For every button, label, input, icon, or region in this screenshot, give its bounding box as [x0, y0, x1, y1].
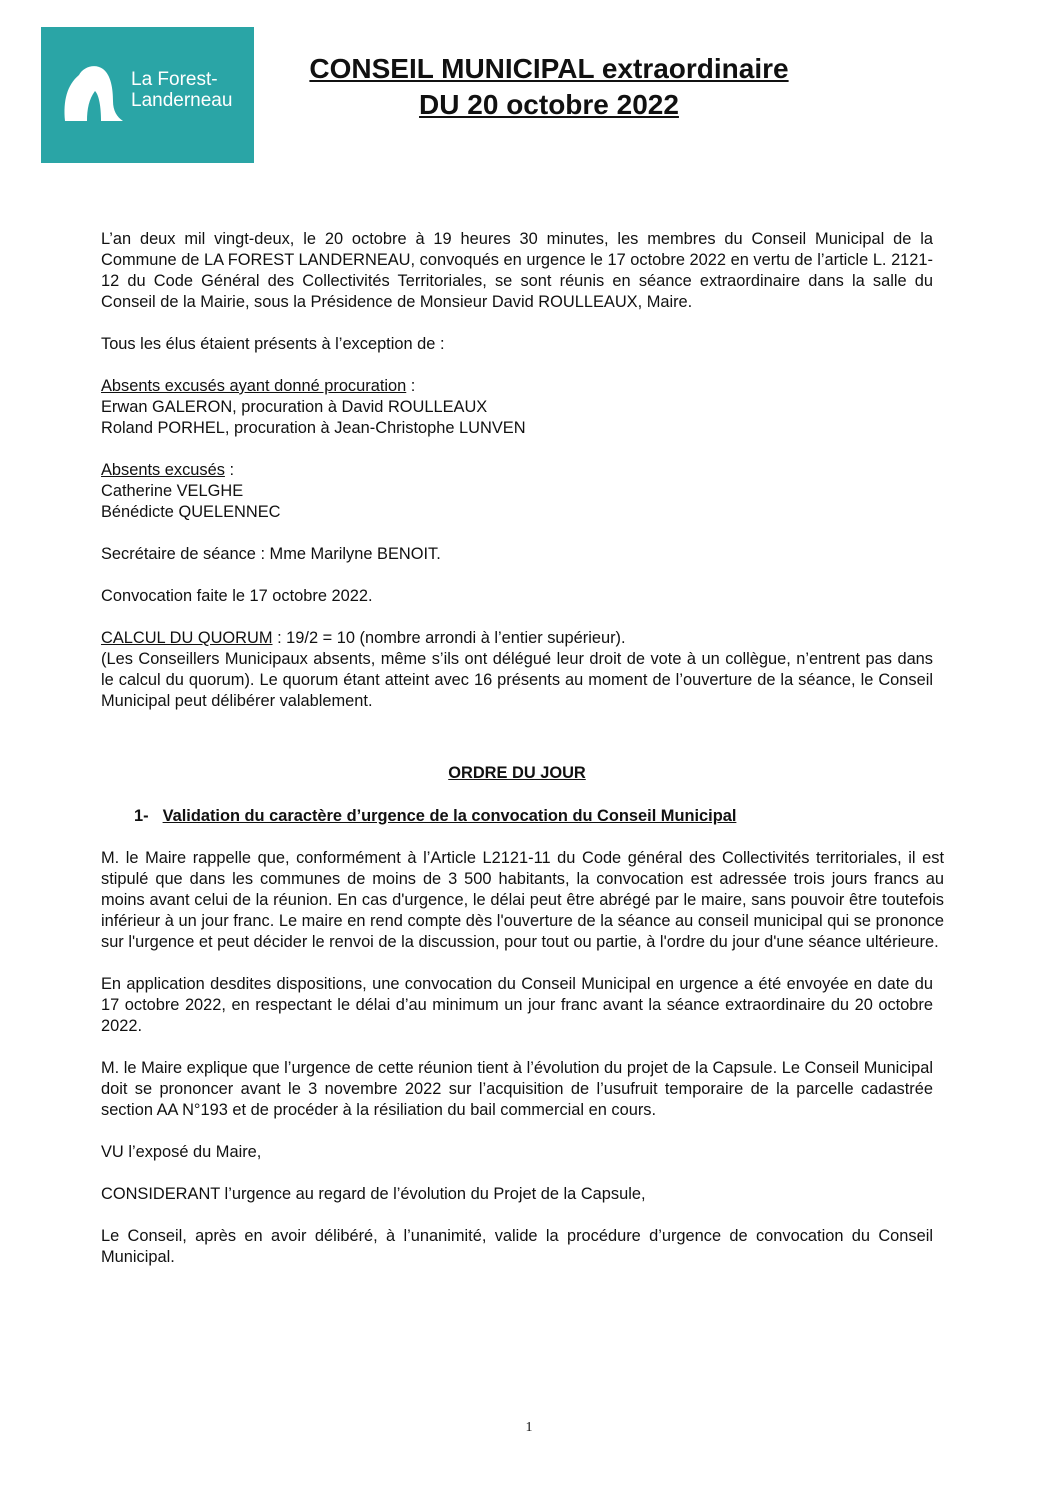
section-1-paragraph-6: Le Conseil, après en avoir délibéré, à l’unanimité, valide la procédure d’urgence de convocation du Conseil Municipal. [101, 1227, 933, 1266]
logo-line-2: Landerneau [131, 90, 233, 111]
section-1-paragraph-5: CONSIDERANT l’urgence au regard de l’évolution du Projet de la Capsule, [101, 1185, 646, 1203]
quorum-block [101, 628, 933, 712]
section-1-title: Validation du caractère d’urgence de la convocation du Conseil Municipal [162, 807, 737, 825]
proxies-suffix: : [406, 377, 416, 395]
commune-logo [41, 27, 254, 163]
section-1-paragraph-2: En application desdites dispositions, une convocation du Conseil Municipal en urgence a été envoyée en date du 17 octobre 2022, en respectant le délai d’au minimum un jour franc avant la séance extraordinaire du 20 octobre 2022. [101, 975, 933, 1035]
excused-item: Bénédicte QUELENNEC [101, 503, 281, 521]
quorum-label: CALCUL DU QUORUM [101, 629, 273, 647]
section-1-paragraph-4: VU l’exposé du Maire, [101, 1143, 262, 1161]
section-1-heading [134, 806, 933, 827]
section-1-paragraph-3: M. le Maire explique que l’urgence de cette réunion tient à l’évolution du projet de la Capsule. Le Conseil Municipal doit se prononcer avant le 3 novembre 2022 sur l’acquisition de l’usufruit temporaire de la parcelle cadastrée section AA N°193 et de procéder à la résiliation du bail commercial en cours. [101, 1059, 933, 1119]
excused-block [101, 460, 933, 523]
excused-suffix: : [224, 461, 235, 479]
excused-label: Absents excusés [101, 461, 225, 479]
title-line-1: CONSEIL MUNICIPAL extraordinaire [309, 53, 789, 84]
page-title [254, 51, 844, 123]
title-line-2: DU 20 octobre 2022 [419, 89, 679, 120]
arch-icon [57, 61, 127, 125]
section-1-number: 1- [134, 807, 149, 825]
proxies-label: Absents excusés ayant donné procuration [101, 377, 407, 395]
page-number: 1 [525, 1420, 533, 1435]
logo-line-1: La Forest- [131, 69, 218, 90]
quorum-text: : 19/2 = 10 (nombre arrondi à l’entier supérieur). [272, 629, 626, 647]
logo-text [131, 69, 232, 111]
quorum-note: (Les Conseillers Municipaux absents, même s’ils ont délégué leur droit de vote à un collègue, n’entrent pas dans le calcul du quorum). Le quorum étant atteint avec 16 présents au moment de l’ouverture de la séance, le Conseil Municipal peut délibérer valablement. [101, 650, 933, 710]
agenda-title: ORDRE DU JOUR [448, 764, 586, 782]
document-body [101, 229, 944, 1289]
convocation-paragraph: Convocation faite le 17 octobre 2022. [101, 587, 373, 605]
proxy-item: Erwan GALERON, procuration à David ROULLEAUX [101, 398, 488, 416]
proxies-block [101, 376, 933, 439]
section-1-paragraph-1: M. le Maire rappelle que, conformément à l’Article L2121-11 du Code général des Collectivités territoriales, il est stipulé que dans les communes de moins de 3 500 habitants, la convocation est adressée trois jours francs au moins avant celui de la réunion. En cas d'urgence, le délai peut être abrégé par le maire, sans pouvoir être toutefois inférieur à un jour franc. Le maire en rend compte dès l'ouverture de la séance au conseil municipal qui se prononce sur l'urgence et peut décider le renvoi de la discussion, pour tout ou partie, à l'ordre du jour d'une séance ultérieure. [101, 849, 944, 951]
secretary-paragraph: Secrétaire de séance : Mme Marilyne BENOIT. [101, 545, 441, 563]
excused-item: Catherine VELGHE [101, 482, 244, 500]
proxy-item: Roland PORHEL, procuration à Jean-Christophe LUNVEN [101, 419, 526, 437]
intro-paragraph: L’an deux mil vingt-deux, le 20 octobre à 19 heures 30 minutes, les membres du Conseil Municipal de la Commune de LA FOREST LANDERNEAU, convoqués en urgence le 17 octobre 2022 en vertu de l’article L. 2121-12 du Code Général des Collectivités Territoriales, se sont réunis en séance extraordinaire dans la salle du Conseil de la Mairie, sous la Présidence de Monsieur David ROULLEAUX, Maire. [101, 230, 933, 311]
presence-paragraph: Tous les élus étaient présents à l’exception de : [101, 335, 445, 353]
